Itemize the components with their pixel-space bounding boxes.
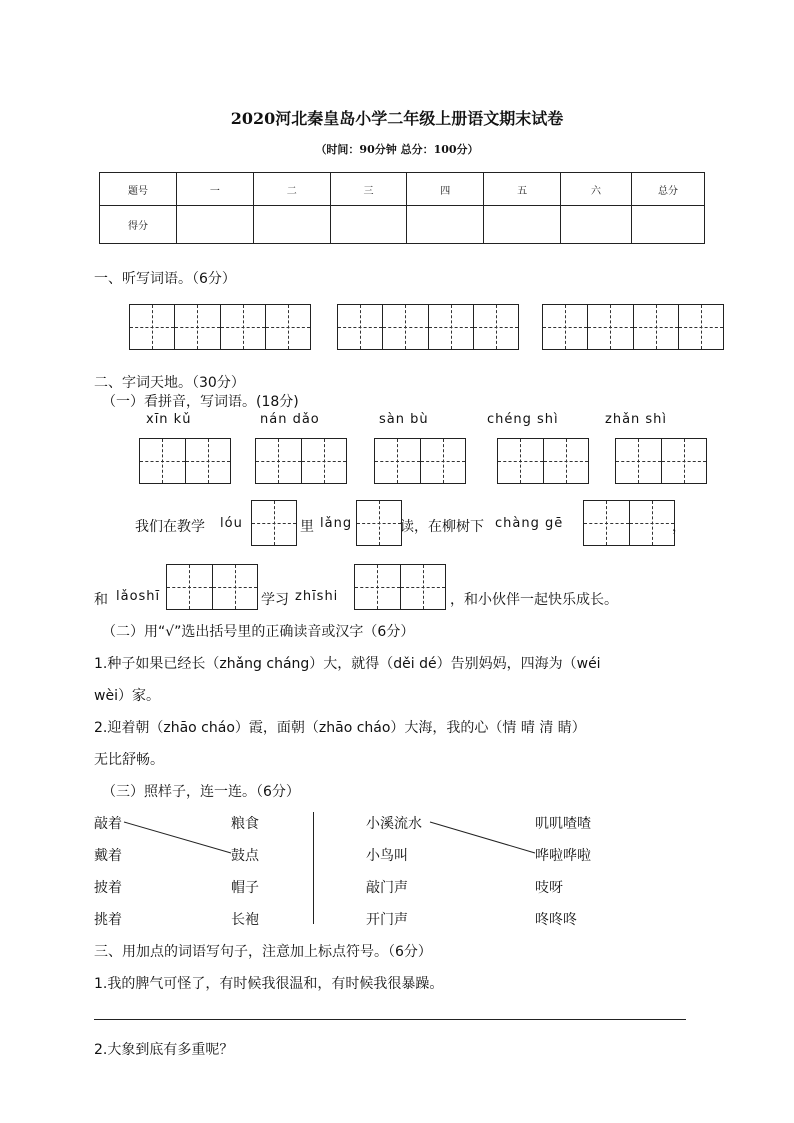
question-text: 2.迎着朝（zhāo cháo）霞，面朝（zhāo cháo）大海，我的心（情 晴 清 睛）: [94, 720, 586, 736]
section-heading: 一、听写词语。（6分）: [94, 271, 236, 287]
pinyin-label: lǎng: [320, 516, 353, 531]
table-header-cell: 二: [253, 173, 330, 206]
question-text: 无比舒畅。: [94, 752, 164, 768]
table-header-cell: 四: [407, 173, 484, 206]
question-text: 1.我的脾气可怪了，有时候我很温和，有时候我很暴躁。: [94, 976, 444, 992]
pinyin-label: zhīshi: [295, 589, 339, 604]
pinyin-label: lóu: [220, 516, 243, 531]
question-text: 2.大象到底有多重呢？: [94, 1042, 234, 1058]
pinyin-label: lǎoshī: [116, 589, 161, 604]
sentence-text: ，: [672, 519, 686, 535]
match-item[interactable]: 敲着: [94, 816, 122, 832]
match-item[interactable]: 叽叽喳喳: [535, 816, 591, 832]
pinyin-label: zhǎn shì: [605, 412, 668, 427]
sentence-text: 和: [94, 592, 108, 608]
match-item[interactable]: 咚咚咚: [535, 912, 577, 928]
table-header-cell: 总分: [632, 173, 705, 206]
sentence-text: ，和小伙伴一起快乐成长。: [450, 592, 618, 608]
match-item[interactable]: 粮食: [231, 816, 259, 832]
row-label: 得分: [100, 206, 177, 244]
question-text: wèi）家。: [94, 688, 160, 704]
section-heading: 三、用加点的词语写句子，注意加上标点符号。（6分）: [94, 944, 432, 960]
table-header-cell: 三: [330, 173, 407, 206]
example-line-right: [430, 822, 535, 853]
sentence-text: 读，在柳树下: [400, 519, 484, 535]
example-line-left: [124, 822, 231, 853]
match-item[interactable]: 敲门声: [366, 880, 408, 896]
table-header-cell: 五: [484, 173, 561, 206]
page-title: 2020河北秦皇岛小学二年级上册语文期末试卷: [230, 109, 564, 128]
answer-line[interactable]: [94, 1019, 686, 1020]
match-item[interactable]: 哗啦哗啦: [535, 848, 591, 864]
match-item[interactable]: 披着: [94, 880, 122, 896]
match-item[interactable]: 小鸟叫: [366, 848, 408, 864]
sentence-text: 里: [300, 519, 314, 535]
question-text: 1.种子如果已经长（zhǎng cháng）大，就得（děi dé）告别妈妈，四海为（wéi: [94, 656, 601, 672]
section-heading: 二、字词天地。（30分）: [94, 375, 245, 391]
match-item[interactable]: 挑着: [94, 912, 122, 928]
pinyin-label: chéng shì: [487, 412, 559, 427]
table-header-cell: 一: [177, 173, 254, 206]
pinyin-label: chàng gē: [495, 516, 564, 531]
sentence-text: 学习: [261, 592, 289, 608]
subsection-heading: （三）照样子，连一连。（6分）: [102, 784, 300, 800]
exam-info: （时间：90分钟 总分：100分）: [315, 143, 479, 156]
match-item[interactable]: 鼓点: [231, 848, 259, 864]
table-header-cell: 题号: [100, 173, 177, 206]
subsection-heading: （二）用“√”选出括号里的正确读音或汉字（6分）: [102, 624, 415, 640]
pinyin-label: xīn kǔ: [146, 412, 192, 427]
match-item[interactable]: 帽子: [231, 880, 259, 896]
pinyin-label: nán dǎo: [260, 412, 320, 427]
pinyin-label: sàn bù: [379, 412, 429, 427]
subsection-heading: （一）看拼音，写词语。(18分): [102, 394, 299, 410]
match-item[interactable]: 长袍: [231, 912, 259, 928]
sentence-text: 我们在教学: [135, 519, 205, 535]
match-item[interactable]: 小溪流水: [366, 816, 422, 832]
match-item[interactable]: 吱呀: [535, 880, 563, 896]
match-item[interactable]: 戴着: [94, 848, 122, 864]
table-header-cell: 六: [561, 173, 632, 206]
match-item[interactable]: 开门声: [366, 912, 408, 928]
